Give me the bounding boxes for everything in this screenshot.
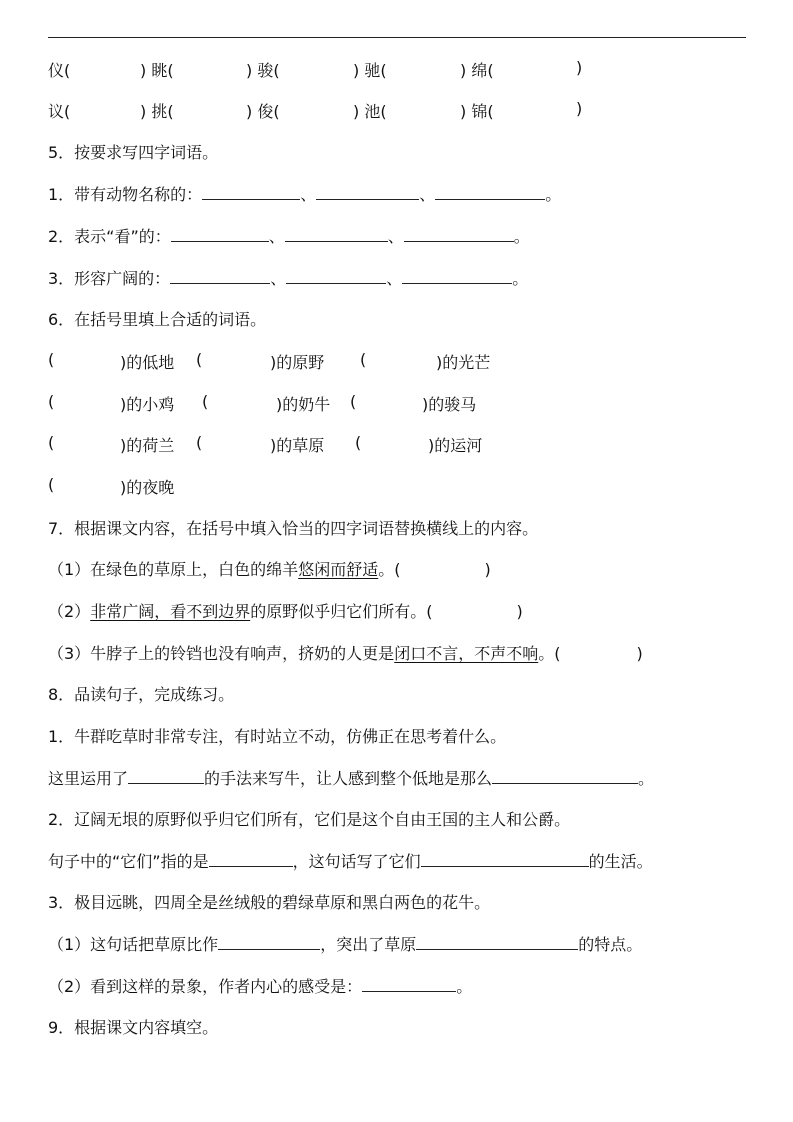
q7-item-1: （1）在绿色的草原上，白色的绵羊悠闲而舒适。( ) (48, 560, 491, 579)
q5-item-1: 1．带有动物名称的： 、 、 。 (48, 185, 562, 204)
char-item: ) 俊( (246, 102, 280, 121)
q8-sentence-2: 2．辽阔无垠的原野似乎归它们所有，它们是这个自由王国的主人和公爵。 (48, 810, 571, 829)
q7-item-3: （3）牛脖子上的铃铛也没有响声，挤奶的人更是闭口不言，不声不响。( ) (48, 644, 643, 663)
q5-item-3: 3．形容广阔的： 、 、 。 (48, 269, 529, 288)
char-item: ) 池( (353, 102, 387, 121)
answer-blank[interactable] (421, 850, 589, 867)
answer-blank[interactable] (286, 267, 386, 284)
char-item: ) 眺( (140, 61, 174, 80)
q8-question-3-2: （2）看到这样的景象，作者内心的感受是： 。 (48, 977, 473, 996)
answer-blank[interactable] (128, 767, 204, 784)
q8-title: 8．品读句子，完成练习。 (48, 685, 235, 704)
answer-blank[interactable] (416, 933, 578, 950)
answer-blank[interactable] (492, 767, 638, 784)
char-item: 仪( (48, 61, 71, 80)
q8-question-2: 句子中的“它们”指的是 ，这句话写了它们 的生活。 (48, 852, 653, 871)
q8-sentence-3: 3．极目远眺，四周全是丝绒般的碧绿草原和黑白两色的花牛。 (48, 893, 491, 912)
char-item: ) 骏( (246, 61, 280, 80)
q7-item-2: （2）非常广阔，看不到边界的原野似乎归它们所有。( ) (48, 602, 523, 621)
q9-title: 9．根据课文内容填空。 (48, 1018, 219, 1037)
q6-title: 6．在括号里填上合适的词语。 (48, 310, 267, 329)
answer-blank[interactable] (218, 933, 320, 950)
answer-blank[interactable] (435, 183, 545, 200)
q8-sentence-1: 1．牛群吃草时非常专注，有时站立不动，仿佛正在思考着什么。 (48, 727, 507, 746)
q8-question-1: 这里运用了 的手法来写牛，让人感到整个低地是那么 。 (48, 769, 655, 788)
char-item: ) 挑( (140, 102, 174, 121)
char-item: ) 锦( (460, 102, 494, 121)
answer-blank[interactable] (171, 225, 269, 242)
answer-blank[interactable] (285, 225, 388, 242)
char-item: ) 绵( (460, 61, 494, 80)
answer-blank[interactable] (209, 850, 293, 867)
char-close: ) (576, 58, 583, 77)
char-close: ) (576, 99, 583, 118)
q5-item-2: 2．表示“看”的： 、 、 。 (48, 227, 530, 246)
answer-blank[interactable] (402, 267, 512, 284)
answer-blank[interactable] (404, 225, 514, 242)
char-item: 议( (48, 102, 71, 121)
answer-blank[interactable] (170, 267, 270, 284)
answer-blank[interactable] (316, 183, 419, 200)
top-rule (48, 37, 746, 38)
q7-title: 7．根据课文内容，在括号中填入恰当的四字词语替换横线上的内容。 (48, 519, 539, 538)
answer-blank[interactable] (202, 183, 300, 200)
answer-blank[interactable] (362, 975, 456, 992)
q5-title: 5．按要求写四字词语。 (48, 143, 219, 162)
q8-question-3-1: （1）这句话把草原比作 ，突出了草原 的特点。 (48, 935, 643, 954)
char-item: ) 驰( (353, 61, 387, 80)
